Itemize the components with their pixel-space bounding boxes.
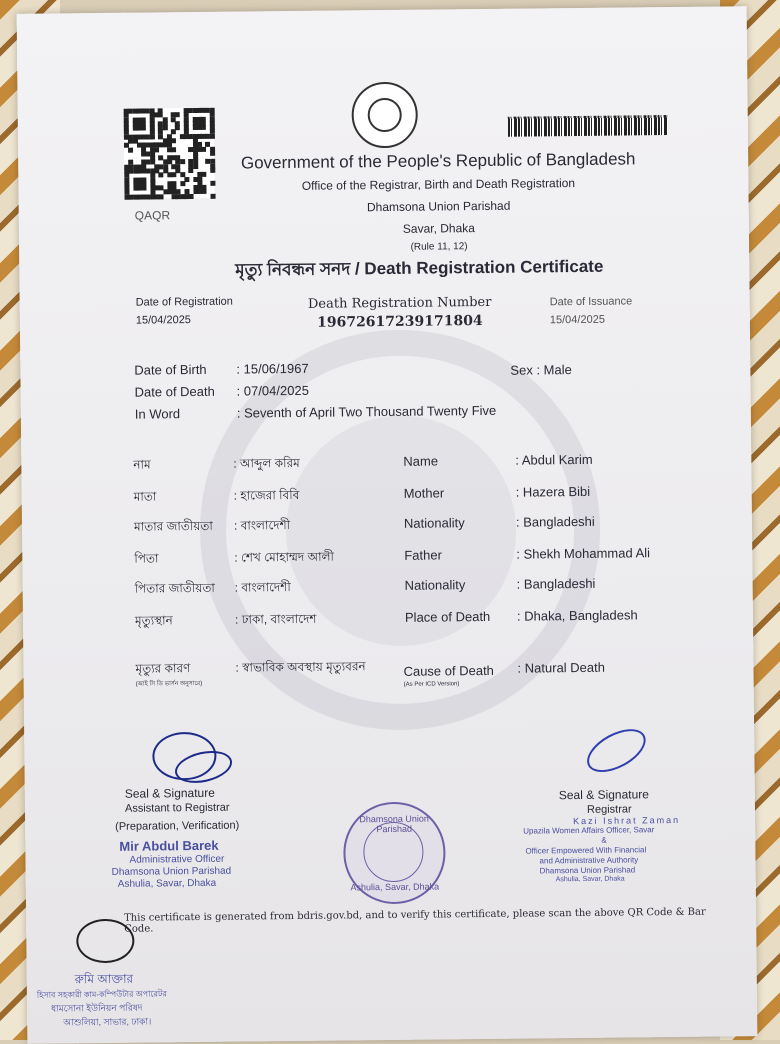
left-role: Assistant to Registrar <box>124 801 230 815</box>
cause-bn-label: মৃত্যুর কারণ <box>135 661 191 676</box>
right-line4: Dhamsona Union Parishad <box>539 865 636 876</box>
inword-value: : Seventh of April Two Thousand Twenty Five <box>236 402 497 421</box>
union-line: Dhamsona Union Parishad <box>366 198 511 215</box>
detail-en-value: : Shekh Mohammad Ali <box>516 545 651 562</box>
dod-label: Date of Death <box>134 383 215 400</box>
seal-text: Dhamsona Union Parishad <box>359 813 429 835</box>
left-title: Administrative Officer <box>129 853 225 866</box>
barcode[interactable] <box>508 115 668 137</box>
reg-number-label: Death Registration Number <box>307 294 492 312</box>
bottom-stamp-line1: হিসাব সহকারী কাম-কম্পিউটার অপারেটর <box>36 989 167 1000</box>
union-parishad-seal <box>343 801 446 904</box>
detail-bn-value: : আব্দুল করিম <box>233 455 300 471</box>
detail-bn-value: : বাংলাদেশী <box>234 580 291 595</box>
rule-line: (Rule 11, 12) <box>410 241 468 253</box>
detail-bn-value: : হাজেরা বিবি <box>233 487 300 503</box>
detail-en-label: Nationality <box>403 515 465 531</box>
certificate-paper <box>17 6 758 1044</box>
dob-value: : 15/06/1967 <box>236 360 309 377</box>
left-seal-label: Seal & Signature <box>124 785 215 801</box>
bottom-signature-mark <box>76 919 134 964</box>
cause-en-value: : Natural Death <box>517 659 606 676</box>
detail-en-value: : Bangladeshi <box>516 575 596 592</box>
detail-bn-label: মাতার জাতীয়তা <box>133 518 213 534</box>
certificate-title: মৃত্যু নিবন্ধন সনদ / Death Registration Certificate <box>235 256 604 280</box>
office-line: Office of the Registrar, Birth and Death Registration <box>301 176 576 193</box>
seal-bottom-text: Ashulia, Savar, Dhaka <box>350 881 440 893</box>
detail-en-value: : Abdul Karim <box>515 451 593 468</box>
footer-note: This certificate is generated from bdris.gov.bd, and to verify this certificate, please scan the above QR Code & Bar Code. <box>124 906 706 935</box>
cause-bn-note: (আই সি ডি ভার্সন অনুসারে) <box>135 680 203 688</box>
detail-bn-label: মাতা <box>133 489 157 504</box>
right-line3: and Administrative Authority <box>539 855 639 866</box>
detail-bn-label: পিতার জাতীয়তা <box>134 580 215 596</box>
right-line2: Officer Empowered With Financial <box>525 845 647 856</box>
detail-bn-label: নাম <box>133 457 151 472</box>
left-note: (Preparation, Verification) <box>115 819 240 833</box>
dod-value: : 07/04/2025 <box>236 382 309 399</box>
left-place: Ashulia, Savar, Dhaka <box>117 877 217 890</box>
left-name: Mir Abdul Barek <box>119 837 219 854</box>
cause-bn-value: : স্বাভাবিক অবস্থায় মৃত্যুবরন <box>235 659 366 675</box>
bottom-stamp-line3: আশুলিয়া, সাভার, ঢাকা। <box>63 1016 152 1028</box>
right-line5: Ashulia, Savar, Dhaka <box>555 875 625 884</box>
dob-label: Date of Birth <box>134 361 207 378</box>
cause-en-label: Cause of Death <box>403 662 494 679</box>
location-line: Savar, Dhaka <box>402 221 475 236</box>
left-office: Dhamsona Union Parishad <box>111 865 232 878</box>
detail-bn-label: মৃত্যুস্থান <box>134 613 173 628</box>
government-emblem <box>351 82 418 149</box>
government-title: Government of the People's Republic of Bangladesh <box>240 149 636 173</box>
right-seal-label: Seal & Signature <box>558 787 649 803</box>
right-signature-mark <box>580 720 652 780</box>
inword-label: In Word <box>134 406 181 422</box>
reg-date-value: 15/04/2025 <box>135 314 191 327</box>
detail-en-label: Place of Death <box>404 608 491 625</box>
issue-date-label: Date of Issuance <box>549 295 633 309</box>
detail-en-label: Nationality <box>404 577 466 593</box>
detail-en-value: : Dhaka, Bangladesh <box>516 607 638 624</box>
bottom-stamp-line2: ধামসোনা ইউনিয়ন পরিষদ <box>50 1002 143 1014</box>
right-name: Kazi Ishrat Zaman <box>573 814 681 827</box>
qr-label: QAQR <box>134 208 171 223</box>
sex-value: Sex : Male <box>510 362 572 378</box>
right-amp: & <box>601 835 607 845</box>
qr-code[interactable] <box>124 108 215 199</box>
right-line1: Upazila Women Affairs Officer, Savar <box>523 825 655 836</box>
reg-number-value: 19672617239171804 <box>316 312 483 331</box>
detail-bn-value: : বাংলাদেশী <box>233 518 291 533</box>
detail-en-value: : Hazera Bibi <box>515 483 591 500</box>
detail-en-label: Name <box>403 453 439 469</box>
cause-en-note: (As Per ICD Version) <box>403 681 460 688</box>
right-role: Registrar <box>586 803 632 816</box>
detail-en-label: Father <box>404 547 442 563</box>
detail-en-value: : Bangladeshi <box>515 513 595 530</box>
bottom-stamp-name: রুমি আক্তার <box>74 971 134 987</box>
detail-bn-value: : শেখ মোহাম্মদ আলী <box>234 549 334 565</box>
reg-date-label: Date of Registration <box>135 295 233 309</box>
detail-bn-label: পিতা <box>134 551 159 566</box>
detail-bn-value: : ঢাকা, বাংলাদেশ <box>234 611 317 627</box>
issue-date-value: 15/04/2025 <box>549 313 605 327</box>
detail-en-label: Mother <box>403 485 445 501</box>
